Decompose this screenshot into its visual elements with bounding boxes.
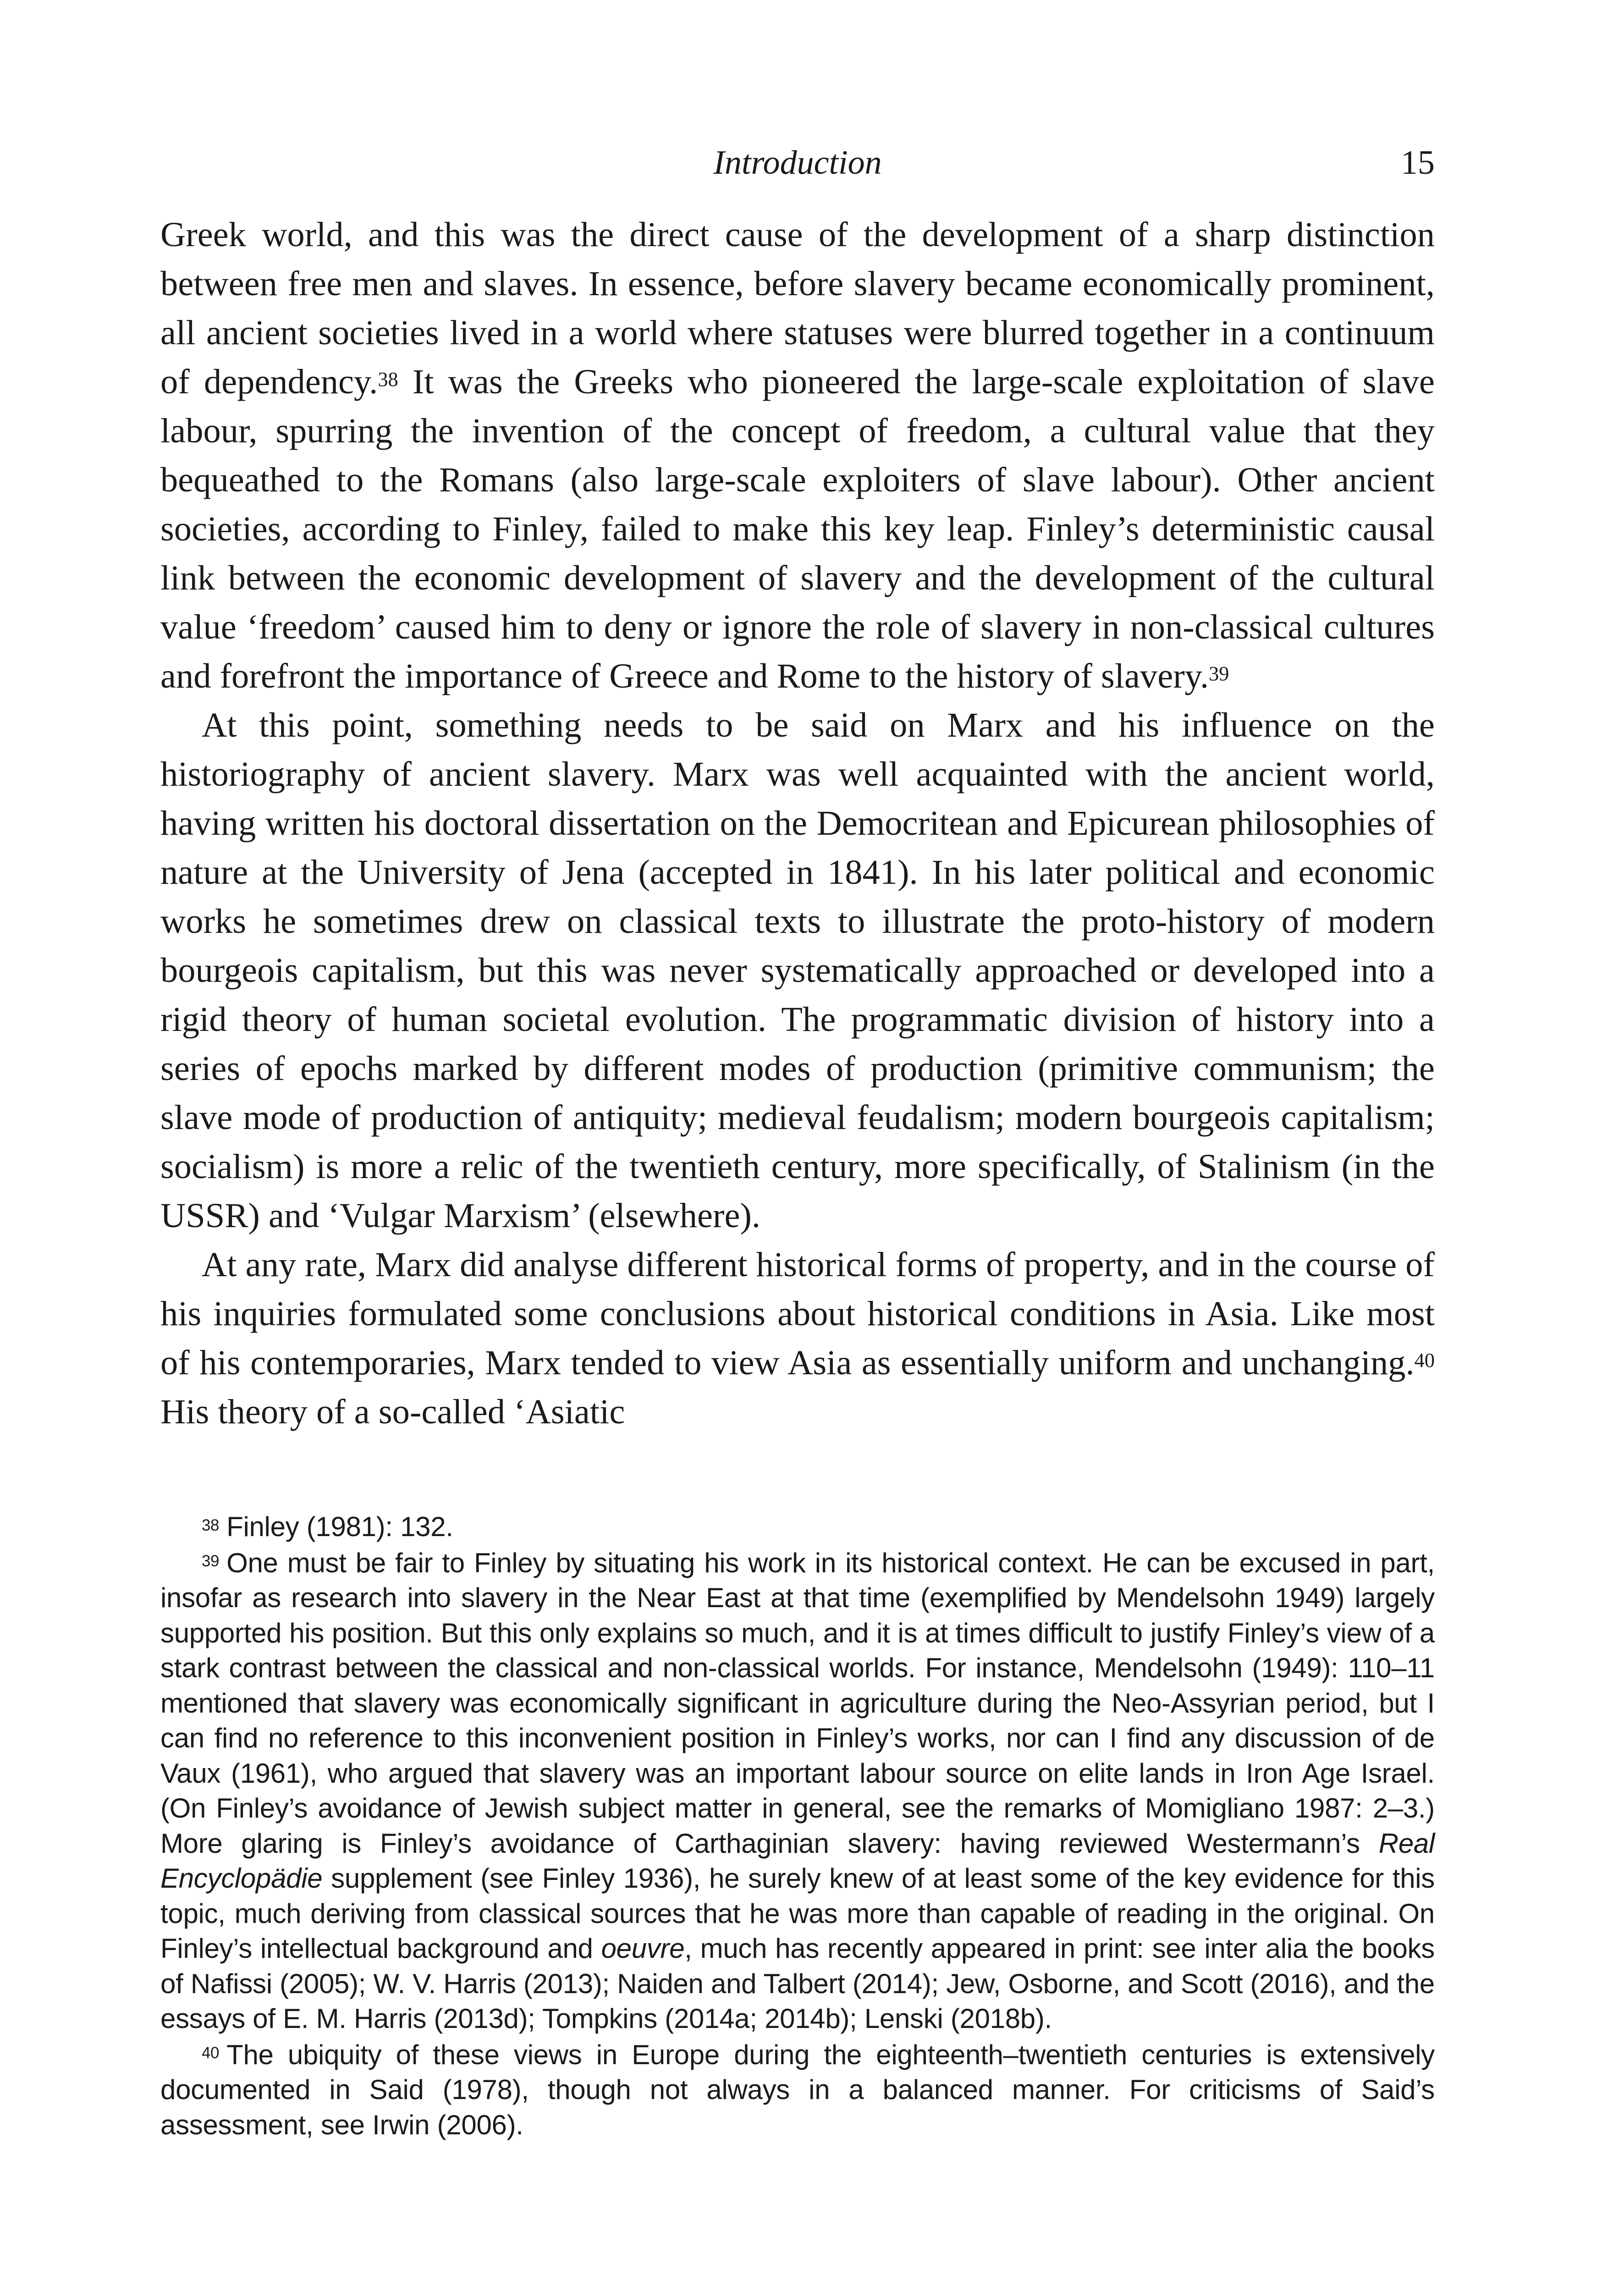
note-reference-39: 39 [1209, 662, 1229, 685]
footnote-38-marker: 38 [202, 1516, 220, 1534]
footnote-38-text: Finley (1981): 132. [226, 1511, 453, 1542]
paragraph-3-text-a: At any rate, Marx did analyse different historical forms of property, and in the course of his inquiries formulated some conclusions about historical conditions in Asia. Like most of his contemporaries, Marx tended to view Asia as essentially uniform and unchanging. [160, 1245, 1435, 1382]
footnote-38 [160, 1510, 1435, 1545]
footnote-39-marker: 39 [202, 1552, 220, 1570]
paragraph-3-text-b: His theory of a so-called ‘Asiatic [160, 1392, 625, 1431]
footnotes [160, 1510, 1435, 2143]
footnote-40-marker: 40 [202, 2044, 220, 2062]
page-number: 15 [1401, 144, 1435, 182]
footnote-39-text-a: One must be fair to Finley by situating his work in its historical context. He can be excused in part, insofar as research into slavery in the Near East at that time (exemplified by Mendelsohn 1949) largely supported his position. But this only explains so much, and it is at times difficult to justify Finley’s view of a stark contrast between the classical and non-classical worlds. For instance, Mendelsohn (1949): 110–11 mentioned that slavery was economically significant in agriculture during the Neo-Assyrian period, but I can find no reference to this inconvenient position in Finley’s works, nor can I find any discussion of de Vaux (1961), who argued that slavery was an important labour source on elite lands in Iron Age Israel. (On Finley’s avoidance of Jewish subject matter in general, see the remarks of Momigliano 1987: 2–3.) More glaring is Finley’s avoidance of Carthaginian slavery: having reviewed Westermann’s [160, 1547, 1435, 1859]
paragraph-1-text-b: It was the Greeks who pioneered the large-scale exploitation of slave labour, spurring the invention of the concept of freedom, a cultural value that they bequeathed to the Romans (also large-scale exploiters of slave labour). Other ancient societies, according to Finley, failed to make this key leap. Finley’s deterministic causal link between the economic development of slavery and the development of the cultural value ‘freedom’ caused him to deny or ignore the role of slavery in non-classical cultures and forefront the importance of Greece and Rome to the history of slavery. [160, 362, 1435, 695]
footnote-39-italic-oeuvre: oeuvre [601, 1933, 685, 1964]
footnote-40-text: The ubiquity of these views in Europe during the eighteenth–twentieth centuries is extensively documented in Said (1978), though not always in a balanced manner. For criticisms of Said’s assessment, see Irwin (2006). [160, 2039, 1435, 2140]
footnote-39-text-c: , much has recently appeared in print: see inter alia the books of Nafissi (2005); W. V. Harris (2013); Naiden and Talbert (2014); Jew, Osborne, and Scott (2016), and the essays of E. M. Harris (2013d); Tompkins (2014a; 2014b); Lenski (2018b). [160, 1933, 1435, 2034]
paragraph-2: At this point, something needs to be said on Marx and his influence on the historiography of ancient slavery. Marx was well acquainted with the ancient world, having written his doctoral dissertation on the Democritean and Epicurean philosophies of nature at the University of Jena (accepted in 1841). In his later political and economic works he sometimes drew on classical texts to illustrate the proto-history of modern bourgeois capitalism, but this was never systematically approached or developed into a rigid theory of human societal evolution. The programmatic division of history into a series of epochs marked by different modes of production (primitive communism; the slave mode of production of antiquity; medieval feudalism; modern bourgeois capitalism; socialism) is more a relic of the twentieth century, more specifically, of Stalinism (in the USSR) and ‘Vulgar Marxism’ (elsewhere). [160, 705, 1435, 1235]
running-title: Introduction [713, 144, 882, 182]
footnote-39-text-b: supplement (see Finley 1936), he surely knew of at least some of the key evidence for this topic, much deriving from classical sources that he was more than capable of reading in the original. On Finley’s intellectual background and [160, 1863, 1435, 1964]
note-reference-38: 38 [378, 368, 398, 391]
footnote-39 [160, 1546, 1435, 2037]
paragraph-1-text-a: Greek world, and this was the direct cause of the development of a sharp distinction between free men and slaves. In essence, before slavery became economically prominent, all ancient societies lived in a world where statuses were blurred together in a continuum of dependency. [160, 215, 1435, 401]
note-reference-40: 40 [1414, 1349, 1435, 1372]
book-page [160, 138, 1435, 2143]
main-text [160, 210, 1435, 1436]
paragraph-3 [160, 1240, 1435, 1436]
paragraph-1 [160, 210, 1435, 700]
footnote-39-italic-title: Real Encyclopädie [160, 1828, 1435, 1894]
running-head [160, 138, 1435, 188]
footnote-40 [160, 2038, 1435, 2143]
